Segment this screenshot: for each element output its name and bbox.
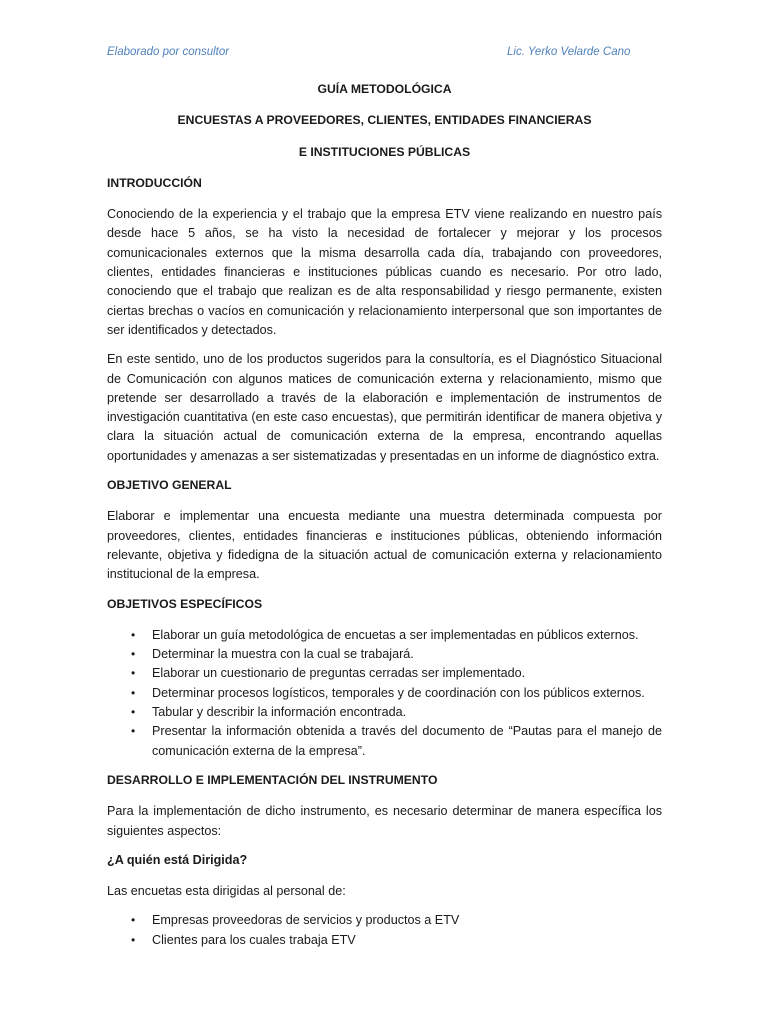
document-title-line-3: E INSTITUCIONES PÚBLICAS — [298, 144, 471, 159]
general-objective-paragraph: Elaborar e implementar una encuesta mediante una muestra determinada compuesta por proveedores, clientes, entidades financieras e instituciones públicas, obteniendo información relevante, objetiva y fidedigna de la situación actual de comunicación externa y relacionamiento institucional de la empresa. — [107, 509, 662, 582]
list-item-text: Determinar la muestra con la cual se trabajará. — [152, 647, 414, 662]
bullet-icon: • — [131, 932, 136, 947]
list-item — [107, 703, 662, 722]
section-heading-specific-objectives: OBJETIVOS ESPECÍFICOS — [107, 596, 263, 611]
section-heading-introduction: INTRODUCCIÓN — [107, 175, 202, 190]
development-paragraph: Para la implementación de dicho instrumento, es necesario determinar de manera específica los siguientes aspectos: — [107, 804, 662, 838]
section-heading-development: DESARROLLO E IMPLEMENTACIÓN DEL INSTRUMENTO — [107, 772, 438, 787]
list-item-text: Elaborar un cuestionario de preguntas cerradas ser implementado. — [152, 666, 526, 681]
specific-objectives-list — [107, 626, 662, 761]
bullet-icon: • — [131, 913, 136, 928]
document-title-line-2: ENCUESTAS A PROVEEDORES, CLIENTES, ENTIDADES FINANCIERAS — [177, 113, 592, 128]
intro-paragraph-2: En este sentido, uno de los productos sugeridos para la consultoría, es el Diagnóstico Situacional de Comunicación con algunos matices de comunicación externa y relacionamiento, mismo que pretende ser desarrollado a través de la elaboración e implementación de instrumentos de investigación cuantitativa (en este caso encuestas), que permitirán identificar de manera objetiva y clara la situación actual de comunicación externa de la empresa, encontrando aquellas oportunidades y amenazas a ser sistematizadas y presentadas en un informe de diagnóstico extra. — [107, 352, 662, 463]
list-item-text: Presentar la información obtenida a través del documento de “Pautas para el manejo de comunicación externa de la empresa”. — [152, 724, 662, 758]
list-item — [107, 684, 662, 703]
list-item — [107, 664, 662, 683]
list-item-text: Clientes para los cuales trabaja ETV — [152, 932, 356, 947]
audience-list — [107, 911, 662, 950]
list-item-text: Elaborar un guía metodológica de encuetas a ser implementadas en públicos externos. — [152, 627, 639, 642]
bullet-icon: • — [131, 627, 136, 642]
page-header — [107, 46, 662, 64]
audience-intro-text: Las encuetas esta dirigidas al personal de: — [107, 884, 346, 899]
list-item-text: Determinar procesos logísticos, temporales y de coordinación con los públicos externos. — [152, 685, 645, 700]
header-author-name: Lic. Yerko Velarde Cano — [507, 46, 631, 58]
intro-paragraph-1: Conociendo de la experiencia y el trabajo que la empresa ETV viene realizando en nuestro país desde hace 5 años, se ha visto la necesidad de fortalecer y mejorar y los procesos comunicacionales externos que la misma desarrolla cada día, trabajando con proveedores, clientes, entidades financieras e instituciones públicas cuando es necesario. Por otro lado, conociendo que el trabajo que realizan es de alta responsabilidad y riesgo permanente, existen ciertas brechas o vacíos en comunicación y relacionamiento interpersonal que son importantes de ser identificados y detectados. — [107, 207, 662, 337]
header-author-note: Elaborado por consultor — [107, 46, 230, 58]
document-body — [107, 80, 662, 960]
section-heading-general-objective: OBJETIVO GENERAL — [107, 478, 232, 493]
list-item — [107, 626, 662, 645]
bullet-icon: • — [131, 685, 136, 700]
list-item — [107, 931, 662, 950]
bullet-icon: • — [131, 705, 136, 720]
bullet-icon: • — [131, 647, 136, 662]
list-item — [107, 645, 662, 664]
list-item — [107, 722, 662, 761]
list-item — [107, 911, 662, 930]
subheading-audience-question: ¿A quién está Dirigida? — [107, 852, 248, 867]
bullet-icon: • — [131, 666, 136, 681]
list-item-text: Empresas proveedoras de servicios y productos a ETV — [152, 913, 460, 928]
document-title-line-1: GUÍA METODOLÓGICA — [317, 82, 452, 96]
list-item-text: Tabular y describir la información encontrada. — [152, 705, 407, 720]
bullet-icon: • — [131, 724, 136, 739]
